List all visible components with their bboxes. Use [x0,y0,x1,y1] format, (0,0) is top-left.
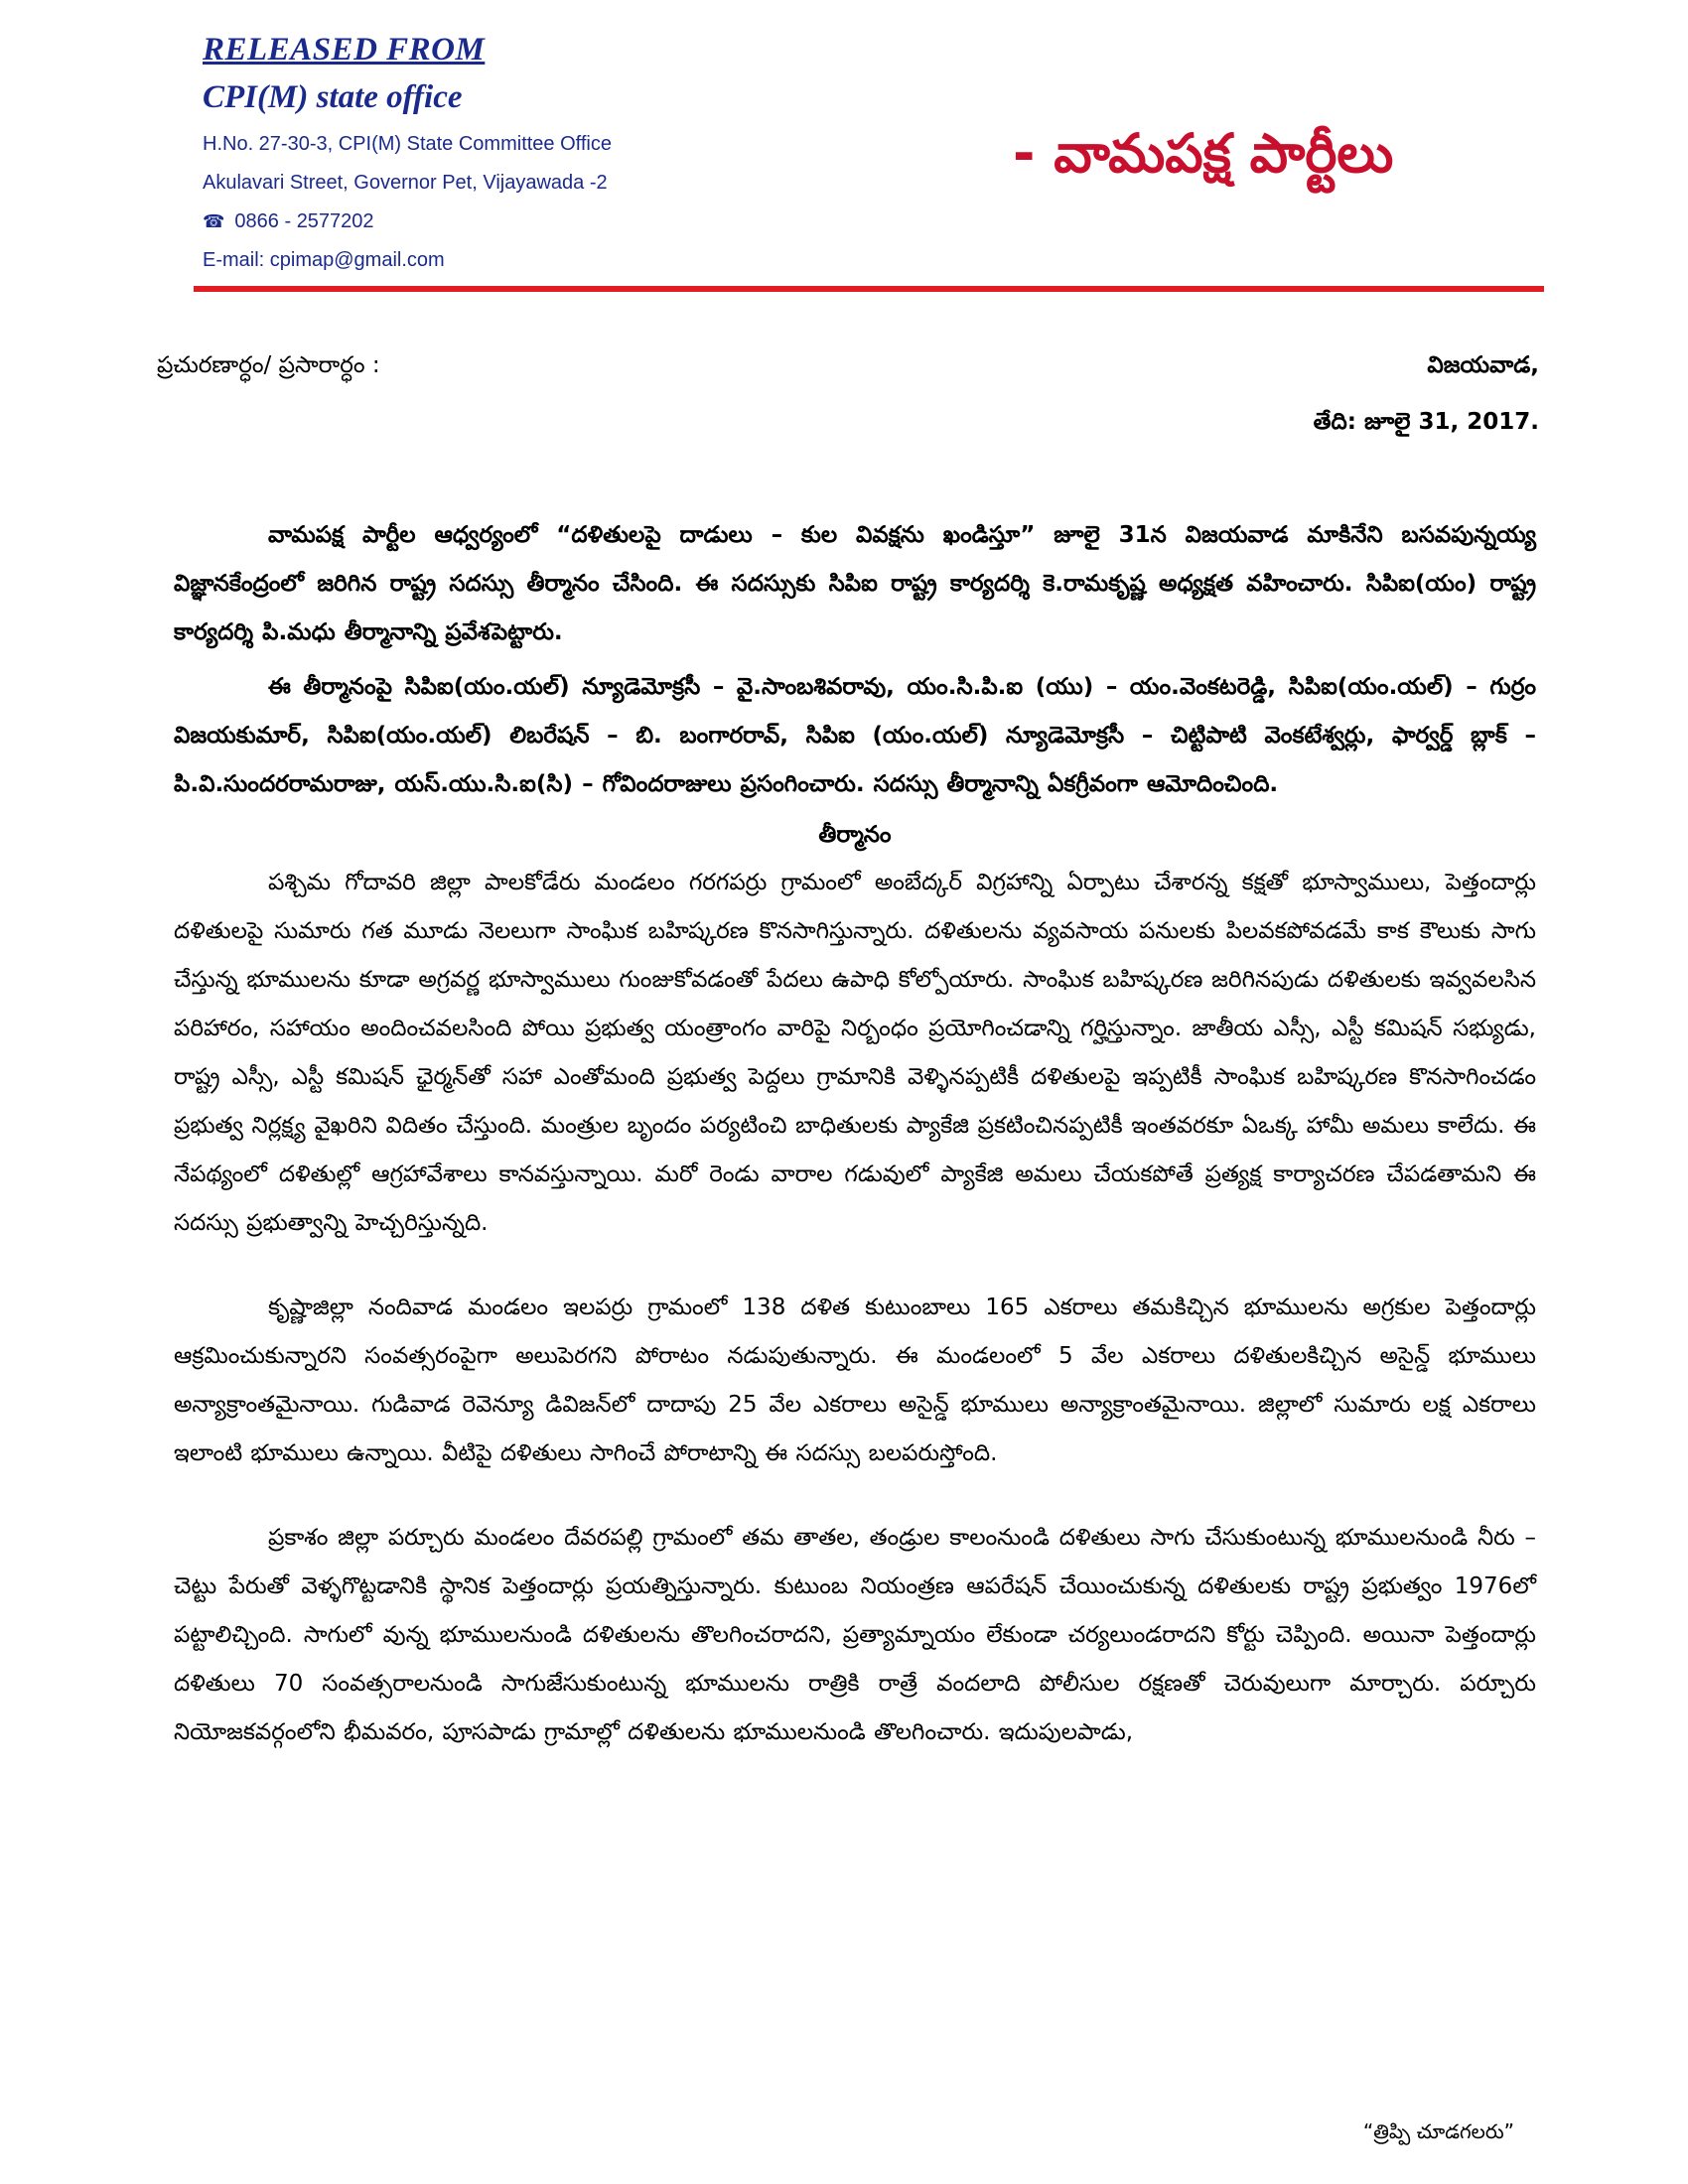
resolution-heading: తీర్మానం [818,822,892,848]
header-divider [194,286,1544,292]
address-line-1: H.No. 27-30-3, CPI(M) State Committee Office [203,133,612,155]
phone-number: 0866 - 2577202 [234,210,374,232]
paragraph-speakers: ఈ తీర్మానంపై సిపిఐ(యం.యల్) న్యూడెమోక్రసీ – వై.సాంబశివరావు, యం.సి.పి.ఐ (యు) – యం.వెంకటరెడ్డి, సిపిఐ(యం.యల్) – గుర్రం విజయకుమార్, సిపిఐ(యం.యల్) లిబరేషన్ – బి. బంగారరావ్, సిపిఐ (యం.యల్) న్యూడెమోక్రసీ – చిట్టిపాటి వెంకటేశ్వర్లు, ఫార్వర్డ్ బ్లాక్ – పి.వి.సుందరరామరాజు, యస్.యు.సి.ఐ(సి) – గోవిందరాజులు ప్రసంగించారు. సదస్సు తీర్మానాన్ని ఏకగ్రీవంగా ఆమోదించింది. [174,674,1536,797]
paragraph-ilaparru: కృష్ణాజిల్లా నందివాడ మండలం ఇలపర్రు గ్రామంలో 138 దళిత కుటుంబాలు 165 ఎకరాలు తమకిచ్చిన భూములను అగ్రకుల పెత్తందార్లు ఆక్రమించుకున్నారని సంవత్సరంపైగా అలుపెరగని పోరాటం నడుపుతున్నారు. ఈ మండలంలో 5 వేల ఎకరాలు దళితులకిచ్చిన అసైన్డ్ భూములు అన్యాక్రాంతమైనాయి. గుడివాడ రెవెన్యూ డివిజన్‌లో దాదాపు 25 వేల ఎకరాలు అసైన్డ్ భూములు అన్యాక్రాంతమైనాయి. జిల్లాలో సుమారు లక్ష ఎకరాలు ఇలాంటి భూములు ఉన్నాయి. వీటిపై దళితులు సాగించే పోరాటాన్ని ఈ సదస్సు బలపరుస్తోంది. [174,1295,1536,1466]
date-label: తేది: జూలై 31, 2017. [1313,409,1539,435]
phone-icon: ☎ [203,211,225,231]
continued-note: “త్రిప్పి చూడగలరు” [1362,2119,1514,2143]
paragraph-intro: వామపక్ష పార్టీల ఆధ్వర్యంలో “దళితులపై దాడులు – కుల వివక్షను ఖండిస్తూ” జూలై 31న విజయవాడ మాకినేని బసవపున్నయ్య విజ్ఞానకేంద్రంలో జరిగిన రాష్ట్ర సదస్సు తీర్మానం చేసింది. ఈ సదస్సుకు సిపిఐ రాష్ట్ర కార్యదర్శి కె.రామకృష్ణ అధ్యక్షత వహించారు. సిపిఐ(యం) రాష్ట్ర కార్యదర్శి పి.మధు తీర్మానాన్ని ప్రవేశపెట్టారు. [174,522,1536,645]
paragraph-garagaparru: పశ్చిమ గోదావరి జిల్లా పాలకోడేరు మండలం గరగపర్రు గ్రామంలో అంబేద్కర్ విగ్రహాన్ని ఏర్పాటు చేశారన్న కక్షతో భూస్వాములు, పెత్తందార్లు దళితులపై సుమారు గత మూడు నెలలుగా సాంఘిక బహిష్కరణ కొనసాగిస్తున్నారు. దళితులను వ్యవసాయ పనులకు పిలవకపోవడమే కాక కౌలుకు సాగు చేస్తున్న భూములను కూడా అగ్రవర్ణ భూస్వాములు గుంజుకోవడంతో పేదలు ఉపాధి కోల్పోయారు. సాంఘిక బహిష్కరణ జరిగినపుడు దళితులకు ఇవ్వవలసిన పరిహారం, సహాయం అందించవలసింది పోయి ప్రభుత్వ యంత్రాంగం వారిపై నిర్బంధం ప్రయోగించడాన్ని గర్హిస్తున్నాం. జాతీయ ఎస్సీ, ఎస్టీ కమిషన్ సభ్యుడు, రాష్ట్ర ఎస్సీ, ఎస్టీ కమిషన్ ఛైర్మన్‌తో సహా ఎంతోమంది ప్రభుత్వ పెద్దలు గ్రామానికి వెళ్ళినప్పటికీ దళితులపై ఇప్పటికీ సాంఘిక బహిష్కరణ కొనసాగించడం ప్రభుత్వ నిర్లక్ష్య వైఖరిని విదితం చేస్తుంది. మంత్రుల బృందం పర్యటించి బాధితులకు ప్యాకేజి ప్రకటించినప్పటికీ ఇంతవరకూ ఏఒక్క హామీ అమలు కాలేదు. ఈ నేపథ్యంలో దళితుల్లో ఆగ్రహావేశాలు కానవస్తున్నాయి. మరో రెండు వారాల గడువులో ప్యాకేజి అమలు చేయకపోతే ప్రత్యక్ష కార్యాచరణ చేపడతామని ఈ సదస్సు ప్రభుత్వాన్ని హెచ్చరిస్తున్నది. [174,870,1536,1236]
address-line-2: Akulavari Street, Governor Pet, Vijayawada -2 [203,172,608,194]
party-title: - వామపక్ష పార్టీలు [1013,122,1394,185]
press-release-body [174,511,1536,1757]
for-publication-label: ప్రచురణార్ధం/ ప్రసారార్ధం : [157,352,380,378]
letterhead [199,28,1539,296]
phone-line [203,210,374,233]
office-name: CPI(M) state office [203,79,463,115]
released-from-label: RELEASED FROM [203,32,486,68]
email-line: E-mail: cpimap@gmail.com [203,249,445,271]
place-label: విజయవాడ, [1427,352,1539,378]
paragraph-devarapalli: ప్రకాశం జిల్లా పర్చూరు మండలం దేవరపల్లి గ్రామంలో తమ తాతల, తండ్రుల కాలంనుండి దళితులు సాగు చేసుకుంటున్న భూములనుండి నీరు – చెట్టు పేరుతో వెళ్ళగొట్టడానికి స్థానిక పెత్తందార్లు ప్రయత్నిస్తున్నారు. కుటుంబ నియంత్రణ ఆపరేషన్ చేయించుకున్న దళితులకు రాష్ట్ర ప్రభుత్వం 1976లో పట్టాలిచ్చింది. సాగులో వున్న భూములనుండి దళితులను తొలగించరాదని, ప్రత్యామ్నాయం లేకుండా చర్యలుండరాదని కోర్టు చెప్పింది. అయినా పెత్తందార్లు దళితులు 70 సంవత్సరాలనుండి సాగుజేసుకుంటున్న భూములను రాత్రికి రాత్రే వందలాది పోలీసుల రక్షణతో చెరువులుగా మార్చారు. పర్చూరు నియోజకవర్గంలోని భీమవరం, పూసపాడు గ్రామాల్లో దళితులను భూములనుండి తొలగించారు. ఇదుపులపాడు, [174,1525,1536,1745]
